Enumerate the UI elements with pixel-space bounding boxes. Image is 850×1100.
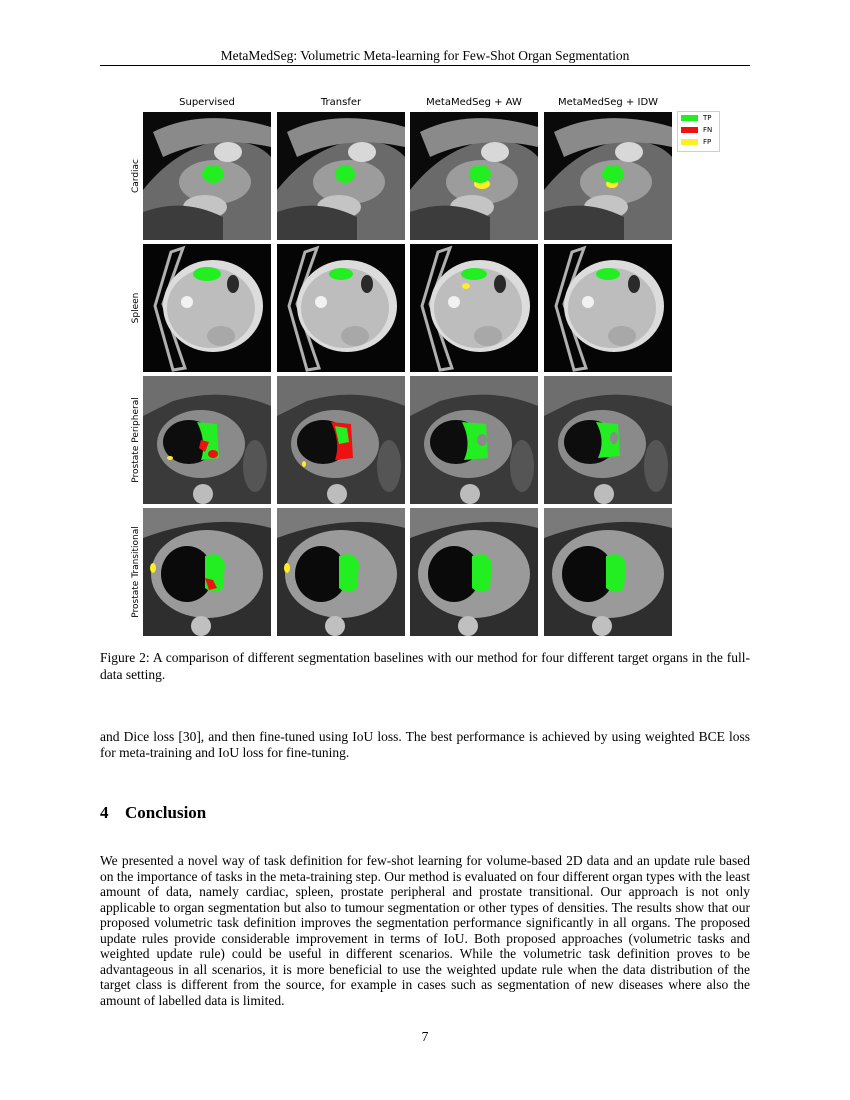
section-heading — [100, 803, 206, 823]
running-header: MetaMedSeg: Volumetric Meta-learning for Few-Shot Organ Segmentation — [220, 48, 630, 63]
section-title: Conclusion — [125, 803, 207, 822]
page-number: 7 — [421, 1029, 429, 1044]
legend-item-fn — [681, 125, 719, 135]
panel-transitional-aw — [410, 508, 538, 636]
section-number: 4 — [100, 803, 109, 822]
legend-item-fp — [681, 137, 719, 147]
panel-spleen-supervised — [143, 244, 271, 372]
panel-transitional-supervised — [143, 508, 271, 636]
panel-spleen-idw — [544, 244, 672, 372]
figure-caption: Figure 2: A comparison of different segmentation baselines with our method for four different target organs in the full-data setting. — [100, 650, 750, 682]
panel-peripheral-idw — [544, 376, 672, 504]
panel-peripheral-supervised — [143, 376, 271, 504]
panel-cardiac-aw — [410, 112, 538, 240]
panel-cardiac-idw — [544, 112, 672, 240]
legend-item-tp — [681, 113, 719, 123]
row-label-prostate-transitional: Prostate Transitional — [131, 526, 141, 618]
row-label-spleen: Spleen — [131, 292, 141, 324]
column-header-idw: MetaMedSeg + IDW — [557, 97, 659, 108]
legend-label-fn: FN — [703, 126, 713, 134]
legend-label-fp: FP — [703, 138, 712, 146]
continuation-paragraph: and Dice loss [30], and then fine-tuned using IoU loss. The best performance is achieved by using weighted BCE loss for meta-training and IoU loss for fine-tuning. — [100, 729, 750, 760]
legend-swatch-fn — [681, 127, 698, 133]
panel-peripheral-transfer — [277, 376, 405, 504]
panel-spleen-aw — [410, 244, 538, 372]
legend-label-tp: TP — [703, 114, 712, 122]
panel-transitional-idw — [544, 508, 672, 636]
panel-transitional-transfer — [277, 508, 405, 636]
panel-peripheral-aw — [410, 376, 538, 504]
column-header-aw: MetaMedSeg + AW — [426, 97, 522, 108]
panel-spleen-transfer — [277, 244, 405, 372]
row-label-cardiac: Cardiac — [131, 158, 141, 194]
column-header-supervised: Supervised — [179, 97, 235, 108]
figure-legend — [677, 111, 720, 152]
conclusion-paragraph: We presented a novel way of task definition for few-shot learning for volume-based 2D data and an update rule based on the importance of tasks in the meta-training step. Our method is evaluated on four different organ types with the least amount of data, namely cardiac, spleen, prostate peripheral and prostate transitional. Our approach is not only applicable to organ segmentation but also to tumour segmentation or other types of densities. The results show that our proposed volumetric task definition improves the segmentation performance significantly in all organs. The proposed update rules provide considerable improvement in terms of IoU. Both proposed approaches (volumetric tasks and weighted update rule) could be useful in different scenarios. While the volumetric task definition proves to be advantageous in all scenarios, it is more beneficial to use the weighted update rule when the data distribution of the target class is different from the source, for example in cases such as segmentation of new diseases where also the amount of labelled data is limited. — [100, 853, 750, 1008]
row-label-prostate-peripheral: Prostate Peripheral — [131, 397, 141, 483]
panel-cardiac-supervised — [143, 112, 271, 240]
panel-cardiac-transfer — [277, 112, 405, 240]
legend-swatch-tp — [681, 115, 698, 121]
legend-swatch-fp — [681, 139, 698, 145]
column-header-transfer: Transfer — [320, 97, 362, 108]
